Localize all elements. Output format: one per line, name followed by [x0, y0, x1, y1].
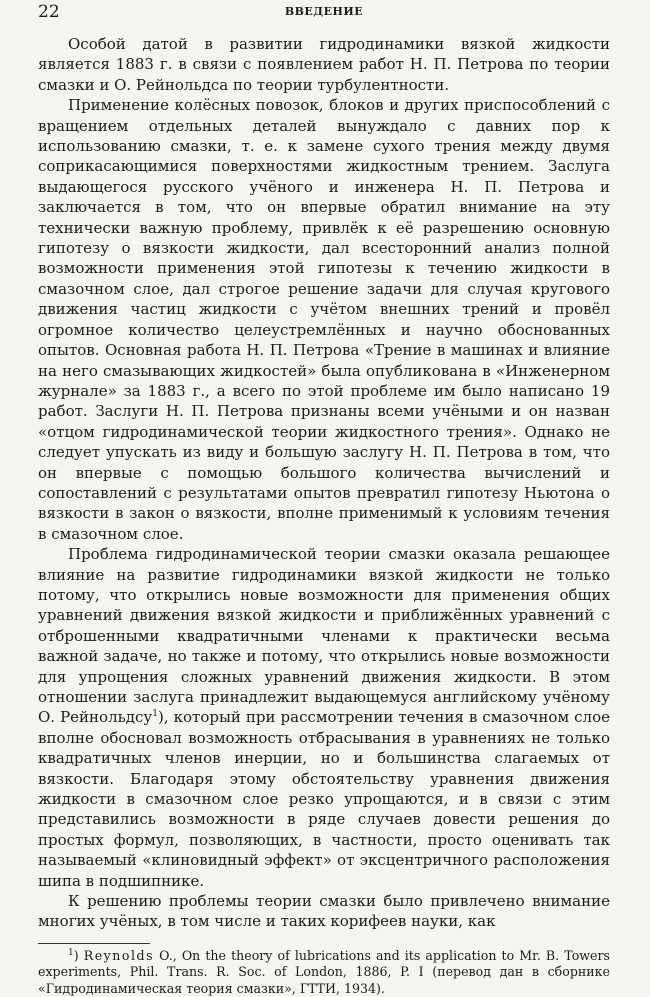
footnote-divider: [38, 943, 150, 944]
footnote: $^1$) Reynolds O., On the theory of lubrications and its application to Mr. B. Towers experiments, Phil. Trans. R. Soc. of London, 1886, P. I (перевод дан в сборнике «Гидродинамическая теория смазки», ГТТИ, 1934).: [38, 947, 610, 996]
paragraph-1: Особой датой в развитии гидродинамики вязкой жидкости является 1883 г. в связи с появлением работ Н. П. Петрова по теории смазки и О. Рейнольдса по теории турбулентности.: [38, 35, 610, 94]
book-page: [38, 0, 610, 997]
footnote-reference: 1: [152, 709, 158, 720]
paragraph-2: Применение колёсных повозок, блоков и других приспособлений с вращением отдельных деталей вынуждало с давних пор к использованию смазки, т. е. к замене сухого трения между двумя соприкасающимися поверхностями жидкостным трением. Заслуга выдающегося русского учёного и инженера Н. П. Петрова и заключается в том, что он впервые обратил внимание на эту технически важную проблему, привлёк к её разрешению основную гипотезу о вязкости жидкости, дал всесторонний анализ полной возможности применения этой гипотезы к течению жидкости в смазочном слое, дал строгое решение задачи для случая кругового движения частиц жидкости с учётом внешних трений и провёл огромное количество целеустремлённых и научно обоснованных опытов. Основная работа Н. П. Петрова «Трение в машинах и влияние на него смазывающих жидкостей» была опубликована в «Инженерном журнале» за 1883 г., а всего по этой проблеме им было написано 19 работ. Заслуги Н. П. Петрова признаны всеми учёными и он назван «отцом гидродинамической теории жидкостного трения». Однако не следует упускать из виду и большую заслугу Н. П. Петрова в том, что он впервые с помощью большого количества вычислений и сопоставлений с результатами опытов превратил гипотезу Ньютона о вязкости в закон о вязкости, вполне применимый к условиям течения в смазочном слое.: [38, 96, 610, 543]
paragraph-3-text-end: ), который при рассмотрении течения в смазочном слое вполне обосновал возможность отбрасывания в уравнениях не только квадратичных членов инерции, но и большинства слагаемых от вязкости. Благодаря этому обстоятельству уравнения движения жидкости в смазочном слое резко упрощаются, и в связи с этим представились возможности в ряде случаев довести решения до простых формул, позволяющих, в частности, просто оценивать так называемый «клиновидный эффект» от эксцентричного расположения шипа в подшипнике.: [38, 708, 610, 890]
footnote-mark: 1: [68, 947, 74, 958]
body-text: [38, 34, 610, 932]
paragraph-3: [38, 544, 610, 891]
footnote-author: Reynolds: [83, 947, 155, 963]
page-header: [38, 2, 610, 24]
paragraph-4: К решению проблемы теории смазки было привлечено внимание многих учёных, в том числе и таких корифеев науки, как: [38, 892, 610, 931]
paragraph-3-text-start: Проблема гидродинамической теории смазки оказала решающее влияние на развитие гидродинамики вязкой жидкости не только потому, что открылись новые возможности для применения общих уравнений движения вязкой жидкости и приближённых уравнений с отброшенными квадратичными членами к практически весьма важной задаче, но также и потому, что открылись новые возможности для упрощения сложных уравнений движения жидкости. В этом отношении заслуга принадлежит выдающемуся английскому учёному О. Рейнольдсу: [38, 545, 610, 727]
page-number: 22: [38, 2, 60, 22]
footnote-text: O., On the theory of lubrications and its application to Mr. B. Towers experiments, Phil. Trans. R. Soc. of London, 1886, P. I (перевод дан в сборнике «Гидродинамическая теория смазки», ГТТИ, 1934).: [38, 947, 610, 996]
running-title: ВВЕДЕНИЕ: [284, 5, 364, 18]
